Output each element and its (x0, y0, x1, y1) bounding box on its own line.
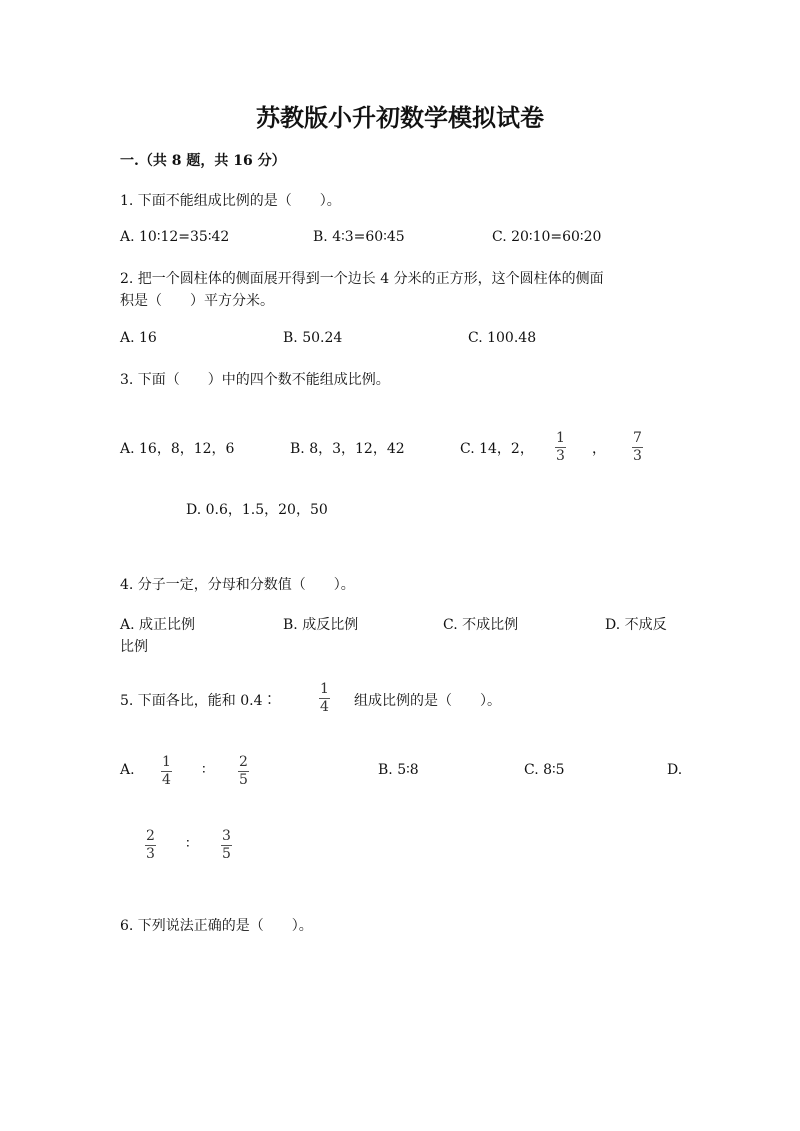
page-title: 苏教版小升初数学模拟试卷 (256, 103, 544, 132)
question-5-option-a-fraction-1 (161, 755, 172, 788)
fraction-denominator: 3 (146, 846, 155, 862)
fraction-numerator: 2 (146, 828, 155, 844)
question-3-option-c-fraction-2 (632, 431, 643, 464)
question-3-option-b: B. 8，3，12，42 (290, 441, 405, 457)
fraction-numerator: 2 (239, 754, 248, 770)
question-4-option-b: B. 成反比例 (283, 617, 359, 633)
fraction-denominator: 5 (222, 846, 231, 862)
question-2-option-c: C. 100.48 (468, 330, 537, 346)
question-5-option-a-label: A. (120, 762, 135, 778)
question-2-option-b: B. 50.24 (283, 330, 343, 346)
fraction-numerator: 1 (556, 430, 565, 446)
question-5-option-d-label: D. (667, 762, 683, 778)
question-5-text-suffix: 组成比例的是（ ）。 (354, 693, 501, 709)
question-4-option-d-line2: 比例 (120, 639, 148, 655)
fraction-denominator: 4 (162, 772, 171, 788)
fraction-numerator: 3 (222, 828, 231, 844)
question-5-option-d-fraction-1 (145, 829, 156, 862)
question-5-option-c: C. 8∶5 (524, 762, 565, 778)
question-2-text-line2: 积是（ ）平方分米。 (120, 293, 274, 309)
question-5-text-prefix: 5. 下面各比，能和 0.4∶ (120, 693, 277, 709)
question-5-option-a-colon: ∶ (202, 762, 206, 778)
question-3-option-c-separator: ， (592, 441, 606, 457)
fraction-numerator: 1 (162, 754, 171, 770)
question-3-option-c-fraction-1 (555, 431, 566, 464)
fraction-denominator: 5 (239, 772, 248, 788)
question-3-option-d: D. 0.6，1.5，20，50 (186, 502, 328, 518)
question-4-option-c: C. 不成比例 (443, 617, 519, 633)
question-4-option-a: A. 成正比例 (120, 617, 196, 633)
question-1-option-b: B. 4∶3=60∶45 (313, 229, 405, 245)
fraction-numerator: 1 (320, 681, 329, 697)
question-2-option-a: A. 16 (120, 330, 157, 346)
fraction-numerator: 7 (633, 430, 642, 446)
question-4-text: 4. 分子一定，分母和分数值（ ）。 (120, 577, 355, 593)
question-1-option-c: C. 20∶10=60∶20 (492, 229, 602, 245)
question-4-option-d-line1: D. 不成反 (605, 617, 667, 633)
fraction-denominator: 4 (320, 699, 329, 715)
question-2-text-line1: 2. 把一个圆柱体的侧面展开得到一个边长 4 分米的正方形，这个圆柱体的侧面 (120, 271, 604, 287)
fraction-denominator: 3 (633, 448, 642, 464)
question-3-text: 3. 下面（ ）中的四个数不能组成比例。 (120, 372, 390, 388)
question-5-option-b: B. 5∶8 (378, 762, 419, 778)
question-6-text: 6. 下列说法正确的是（ ）。 (120, 918, 313, 934)
question-3-option-a: A. 16，8，12，6 (120, 441, 235, 457)
question-5-option-d-colon: ∶ (186, 836, 190, 852)
question-5-option-a-fraction-2 (238, 755, 249, 788)
question-1-option-a: A. 10∶12=35∶42 (120, 229, 230, 245)
section-heading: 一.（共 8 题，共 16 分） (120, 153, 286, 169)
question-5-fraction (319, 682, 330, 715)
fraction-denominator: 3 (556, 448, 565, 464)
question-5-option-d-fraction-2 (221, 829, 232, 862)
question-1-text: 1. 下面不能组成比例的是（ ）。 (120, 193, 341, 209)
question-3-option-c-prefix: C. 14，2， (460, 441, 534, 457)
